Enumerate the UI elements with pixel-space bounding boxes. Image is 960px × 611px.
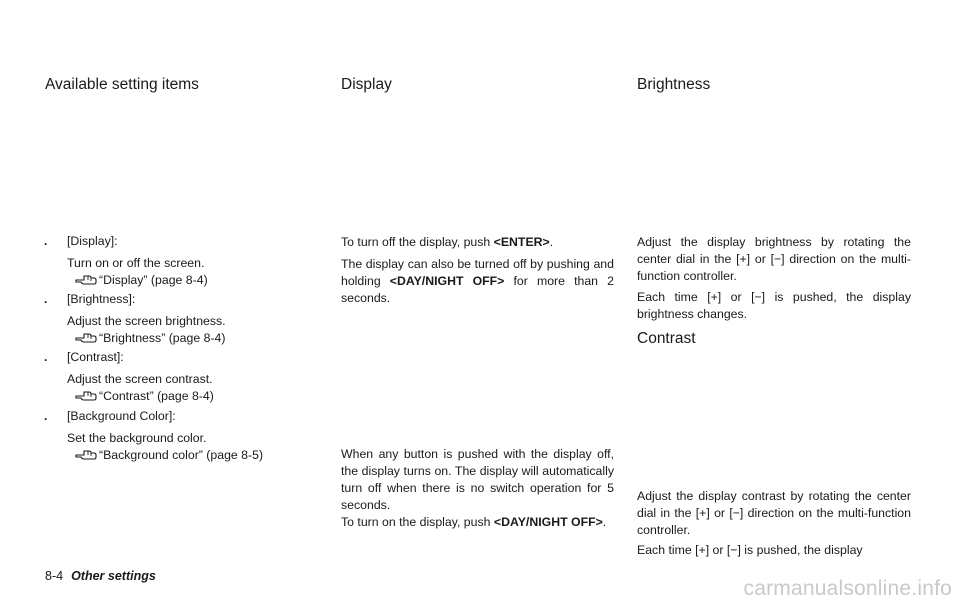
heading-available-setting-items: Available setting items — [45, 76, 199, 93]
text: The display can also be turned off by pushing and holding — [341, 257, 614, 288]
paragraph: Each time [+] or [−] is pushed, the display brightness changes. — [637, 290, 911, 321]
bullet: . — [44, 292, 48, 306]
pointing-hand-icon — [75, 273, 97, 285]
item-desc: Adjust the screen brightness. — [67, 314, 226, 328]
paragraph — [341, 514, 614, 531]
button-name: <ENTER> — [493, 235, 550, 249]
ref-text: “Brightness” (page 8-4) — [99, 331, 226, 345]
bullet: . — [44, 350, 48, 364]
text: To turn off the display, push — [341, 235, 494, 249]
ref-text: “Background color” (page 8-5) — [99, 448, 264, 462]
item-ref-link[interactable] — [75, 388, 214, 405]
item-title: [Brightness]: — [67, 292, 136, 306]
item-ref-link[interactable] — [75, 447, 263, 464]
page-number: 8-4 — [45, 569, 64, 583]
pointing-hand-icon — [75, 389, 97, 401]
paragraph: Adjust the display brightness by rotating the center dial in the [+] or [−] direction on the multi-function controller. — [637, 235, 911, 283]
text: . — [602, 515, 607, 529]
item-ref-link[interactable] — [75, 272, 208, 289]
ref-text: “Display” (page 8-4) — [99, 273, 208, 287]
paragraph: Each time [+] or [−] is pushed, the display — [637, 543, 863, 557]
button-name: <DAY/NIGHT OFF> — [389, 274, 505, 288]
item-ref-link[interactable] — [75, 330, 225, 347]
text: for more than 2 seconds. — [341, 274, 614, 305]
pointing-hand-icon — [75, 331, 97, 343]
item-desc: Turn on or off the screen. — [67, 256, 205, 270]
item-title: [Background Color]: — [67, 409, 176, 423]
item-title: [Contrast]: — [67, 350, 124, 364]
heading-brightness: Brightness — [637, 76, 711, 93]
bullet: . — [44, 234, 48, 248]
paragraph: Adjust the display contrast by rotating the center dial in the [+] or [−] direction on the multi-function controller. — [637, 489, 911, 537]
pointing-hand-icon — [75, 448, 97, 460]
page-footer — [45, 569, 156, 583]
heading-contrast: Contrast — [637, 330, 696, 347]
watermark: carmanualsonline.info — [743, 577, 952, 600]
text: . — [549, 235, 554, 249]
section-title: Other settings — [71, 569, 156, 583]
ref-text: “Contrast” (page 8-4) — [99, 389, 214, 403]
paragraph: When any button is pushed with the display off, the display turns on. The display will automatically turn off when there is no switch operation for 5 seconds. — [341, 447, 614, 512]
heading-display: Display — [341, 76, 392, 93]
item-desc: Set the background color. — [67, 431, 207, 445]
paragraph — [341, 256, 614, 307]
paragraph — [341, 234, 614, 251]
bullet: . — [44, 409, 48, 423]
item-desc: Adjust the screen contrast. — [67, 372, 213, 386]
button-name: <DAY/NIGHT OFF> — [493, 515, 603, 529]
text: To turn on the display, push — [341, 515, 494, 529]
item-title: [Display]: — [67, 234, 118, 248]
